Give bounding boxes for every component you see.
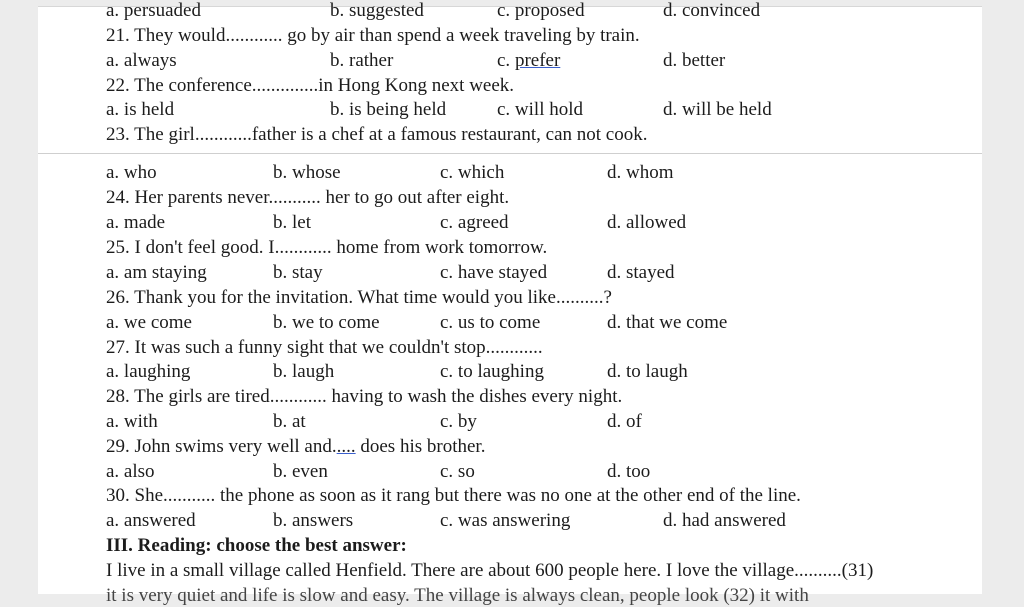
q26-option-d: d. that we come: [607, 312, 728, 333]
option-d: d. convinced: [663, 0, 761, 21]
q24-option-d: d. allowed: [607, 212, 687, 233]
question-24: 24. Her parents never........... her to go out after eight.: [106, 187, 510, 208]
question-25: 25. I don't feel good. I............ home from work tomorrow.: [106, 237, 548, 258]
q24-option-a: a. made: [106, 212, 166, 233]
q27-option-b: b. laugh: [273, 361, 335, 382]
q27-option-a: a. laughing: [106, 361, 191, 382]
q29-option-a: a. also: [106, 461, 155, 482]
q27-option-d: d. to laugh: [607, 361, 688, 382]
q30-option-d: d. had answered: [663, 510, 786, 531]
q25-option-c: c. have stayed: [440, 262, 548, 283]
q29-option-b: b. even: [273, 461, 328, 482]
q21-option-b: b. rather: [330, 50, 394, 71]
question-29: [106, 436, 485, 458]
q21-option-c-word: prefer: [514, 50, 561, 71]
q22-option-b: b. is being held: [330, 99, 447, 120]
q23-option-d: d. whom: [607, 162, 674, 183]
question-28: 28. The girls are tired............ having to wash the dishes every night.: [106, 386, 623, 407]
q26-option-c: c. us to come: [440, 312, 541, 333]
q22-option-c: c. will hold: [497, 99, 584, 120]
q29-option-c: c. so: [440, 461, 475, 482]
q29-prefix: 29. John swims very well and.: [106, 436, 337, 457]
q21-option-a: a. always: [106, 50, 177, 71]
q28-option-b: b. at: [273, 411, 306, 432]
q28-option-c: c. by: [440, 411, 477, 432]
question-23: 23. The girl............father is a chef at a famous restaurant, can not cook.: [106, 124, 648, 145]
q21-option-c: [497, 50, 560, 72]
q22-option-d: d. will be held: [663, 99, 772, 120]
q26-option-b: b. we to come: [273, 312, 380, 333]
q25-option-b: b. stay: [273, 262, 323, 283]
question-27: 27. It was such a funny sight that we couldn't stop............: [106, 337, 543, 358]
page-break-divider: [38, 153, 982, 154]
q24-option-b: b. let: [273, 212, 311, 233]
q25-option-a: a. am staying: [106, 262, 207, 283]
q27-option-c: c. to laughing: [440, 361, 544, 382]
q23-option-c: c. which: [440, 162, 505, 183]
question-22: 22. The conference..............in Hong Kong next week.: [106, 75, 515, 96]
q29-suffix: does his brother.: [355, 436, 486, 457]
option-b: b. suggested: [330, 0, 424, 21]
option-a: a. persuaded: [106, 0, 201, 21]
q29-option-d: d. too: [607, 461, 651, 482]
question-26: 26. Thank you for the invitation. What time would you like..........?: [106, 287, 612, 308]
q26-option-a: a. we come: [106, 312, 192, 333]
question-21: 21. They would............ go by air than spend a week traveling by train.: [106, 25, 640, 46]
q25-option-d: d. stayed: [607, 262, 675, 283]
q30-option-c: c. was answering: [440, 510, 571, 531]
q30-option-a: a. answered: [106, 510, 196, 531]
q29-blank: ....: [336, 436, 356, 457]
q23-option-a: a. who: [106, 162, 157, 183]
q23-option-b: b. whose: [273, 162, 341, 183]
reading-heading: III. Reading: choose the best answer:: [106, 535, 407, 556]
q28-option-a: a. with: [106, 411, 158, 432]
reading-line-2: it is very quiet and life is slow and easy. The village is always clean, people look (32) it with: [106, 585, 809, 606]
reading-line-1: I live in a small village called Henfield. There are about 600 people here. I love the village..........(31): [106, 560, 874, 581]
q21-option-d: d. better: [663, 50, 726, 71]
q24-option-c: c. agreed: [440, 212, 509, 233]
q28-option-d: d. of: [607, 411, 642, 432]
q22-option-a: a. is held: [106, 99, 175, 120]
q21-option-c-prefix: c.: [497, 50, 515, 71]
q30-option-b: b. answers: [273, 510, 354, 531]
question-30: 30. She........... the phone as soon as it rang but there was no one at the other end of the line.: [106, 485, 801, 506]
option-c: c. proposed: [497, 0, 585, 21]
